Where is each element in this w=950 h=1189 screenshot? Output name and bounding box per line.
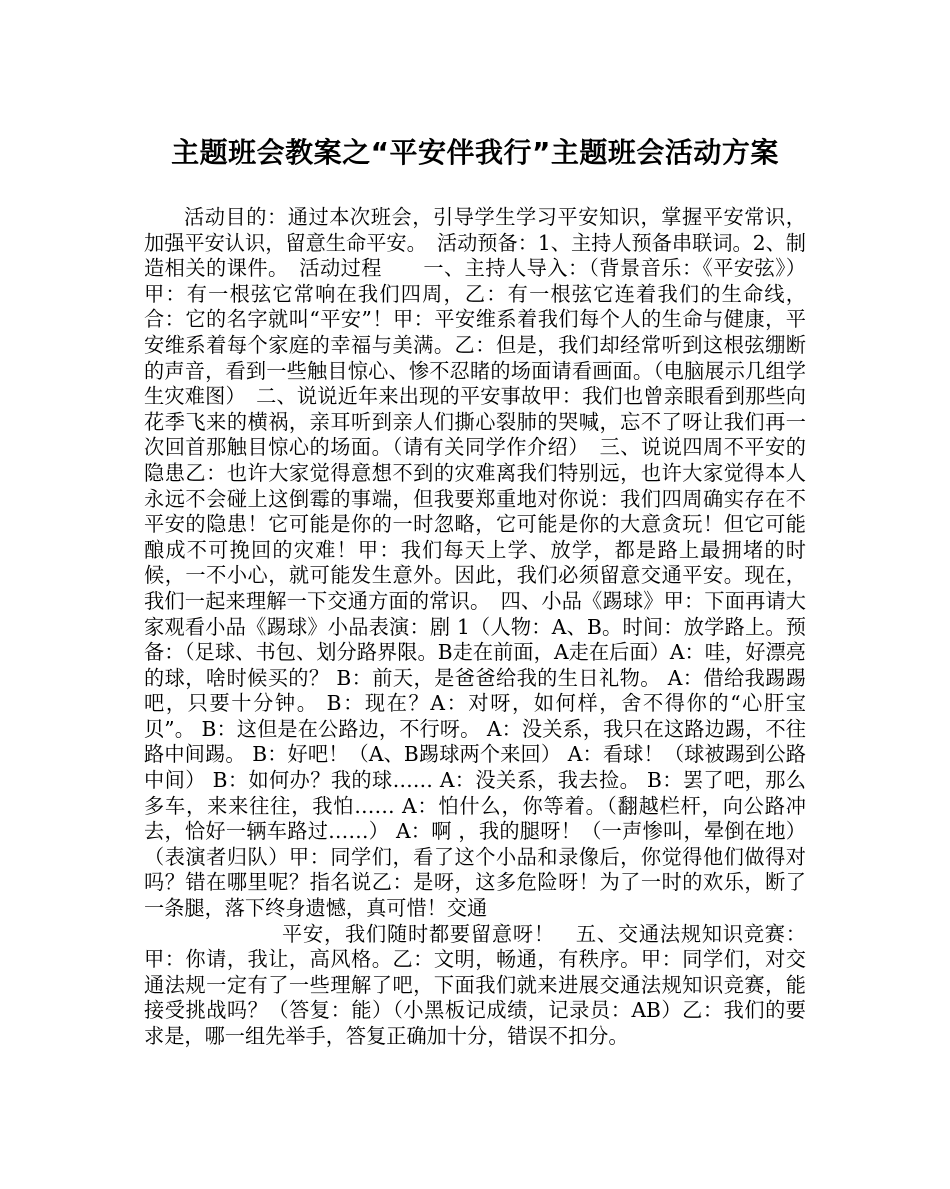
paragraph-2: 平安，我们随时都要留意呀！ 五、交通法规知识竞赛：甲：你请，我让，高风格。乙：文明，畅通，有秩序。甲：同学们，对交通法规一定有了一些理解了吧，下面我们就来进展交通法规知识竞赛，能接受挑战吗？（答复：能）（小黑板记成绩，记录员：AB）乙：我们的要求是，哪一组先举手，答复正确加十分，错误不扣分。	[144, 921, 806, 1048]
paragraph-1: 活动目的：通过本次班会，引导学生学习平安知识，掌握平安常识，加强平安认识，留意生命平安。 活动预备：1、主持人预备串联词。2、制造相关的课件。 活动过程 一、主持人导入：（背景音乐：《平安弦》）甲：有一根弦它常响在我们四周，乙：有一根弦它连着我们的生命线，合：它的名字就叫“平安”！甲：平安维系着我们每个人的生命与健康，平安维系着每个家庭的幸福与美满。乙：但是，我们却经常听到这根弦绷断的声音，看到一些触目惊心、惨不忍睹的场面请看画面。（电脑展示几组学生灾难图） 二、说说近年来出现的平安事故甲：我们也曾亲眼看到那些向花季飞来的横祸，亲耳听到亲人们撕心裂肺的哭喊，忘不了呀让我们再一次回首那触目惊心的场面。（请有关同学作介绍） 三、说说四周不平安的隐患乙：也许大家觉得意想不到的灾难离我们特别远，也许大家觉得本人永远不会碰上这倒霉的事端，但我要郑重地对你说：我们四周确实存在不平安的隐患！它可能是你的一时忽略，它可能是你的大意贪玩！但它可能酿成不可挽回的灾难！甲：我们每天上学、放学，都是路上最拥堵的时候，一不小心，就可能发生意外。因此，我们必须留意交通平安。现在，我们一起来理解一下交通方面的常识。 四、小品《踢球》甲：下面再请大家观看小品《踢球》小品表演：剧 1（人物：A、B。时间：放学路上。预备：（足球、书包、划分路界限。B走在前面，A走在后面）A：哇，好漂亮的球，啥时候买的？ B：前天，是爸爸给我的生日礼物。 A：借给我踢踢吧，只要十分钟。 B：现在？A：对呀，如何样，舍不得你的“心肝宝贝”。 B：这但是在公路边，不行呀。 A：没关系，我只在这路边踢，不往路中间踢。 B：好吧！（A、B踢球两个来回） A：看球！（球被踢到公路中间） B：如何办？我的球…… A：没关系，我去捡。 B：罢了吧，那么多车，来来往往，我怕…… A：怕什么，你等着。（翻越栏杆，向公路冲去，恰好一辆车路过……） A：啊 ，我的腿呀！（一声惨叫，晕倒在地）（表演者归队）甲：同学们，看了这个小品和录像后，你觉得他们做得对吗？错在哪里呢？指名说乙：是呀，这多危险呀！为了一时的欢乐，断了一条腿，落下终身遗憾，真可惜！交通	[144, 205, 806, 921]
document-body	[144, 205, 806, 1050]
document-title: 主题班会教案之“平安伴我行”主题班会活动方案	[171, 136, 779, 169]
